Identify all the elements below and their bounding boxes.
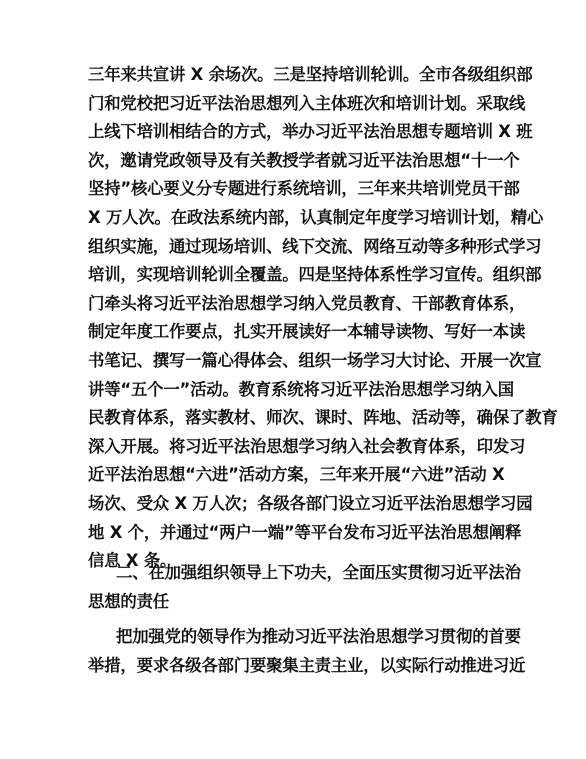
text-line: 上线下培训相结合的方式，举办习近平法治思想专题培训 X 班 — [88, 122, 533, 142]
text-line: 门牵头将习近平法治思想学习纳入党员教育、干部教育体系， — [88, 293, 526, 313]
text-line: 近平法治思想“六进”活动方案，三年来开展“六进”活动 X — [88, 465, 505, 485]
text-line: 培训，实现培训轮训全覆盖。四是坚持体系性学习宣传。组织部 — [88, 265, 542, 285]
body-paragraph — [88, 623, 526, 680]
text-line: 三年来共宣讲 X 余场次。三是坚持培训轮训。全市各级组织部 — [88, 65, 533, 84]
section-heading — [88, 559, 521, 616]
text-line: 次，邀请党政领导及有关教授学者就习近平法治思想“十一个 — [88, 150, 520, 170]
heading-line: 二、在加强组织领导上下功夫，全面压实贯彻习近平法治 — [116, 563, 521, 582]
text-line: 地 X 个，并通过“两户一端”等平台发布习近平法治思想阐释 — [88, 522, 522, 542]
text-line: 把加强党的领导作为推动习近平法治思想学习贯彻的首要 — [116, 627, 521, 646]
text-line: X 万人次。在政法系统内部，认真制定年度学习培训计划，精心 — [88, 207, 544, 227]
text-line: 书笔记、撰写一篇心得体会、组织一场学习大讨论、开展一次宣 — [88, 350, 542, 370]
text-line: 深入开展。将习近平法治思想学习纳入社会教育体系，印发习 — [88, 436, 526, 456]
text-line: 坚持”核心要义分专题进行系统培训，三年来共培训党员干部 — [88, 179, 520, 199]
text-line: 组织实施，通过现场培训、线下交流、网络互动等多种形式学习 — [88, 236, 542, 256]
heading-line: 思想的责任 — [88, 591, 169, 611]
text-line: 信息 X 条。 — [88, 551, 177, 571]
text-line: 民教育体系，落实教材、师次、课时、阵地、活动等，确保了教育 — [88, 408, 558, 428]
text-line: 场次、受众 X 万人次；各级各部门设立习近平法治思想学习园 — [88, 493, 533, 513]
text-line: 门和党校把习近平法治思想列入主体班次和培训计划。采取线 — [88, 93, 526, 113]
text-line: 讲等“五个一”活动。教育系统将习近平法治思想学习纳入国 — [88, 379, 514, 399]
text-line: 举措，要求各级各部门要聚集主责主业，以实际行动推进习近 — [88, 655, 526, 675]
body-paragraph — [88, 61, 558, 576]
text-line: 制定年度工作要点，扎实开展读好一本辅导读物、写好一本读 — [88, 322, 526, 342]
